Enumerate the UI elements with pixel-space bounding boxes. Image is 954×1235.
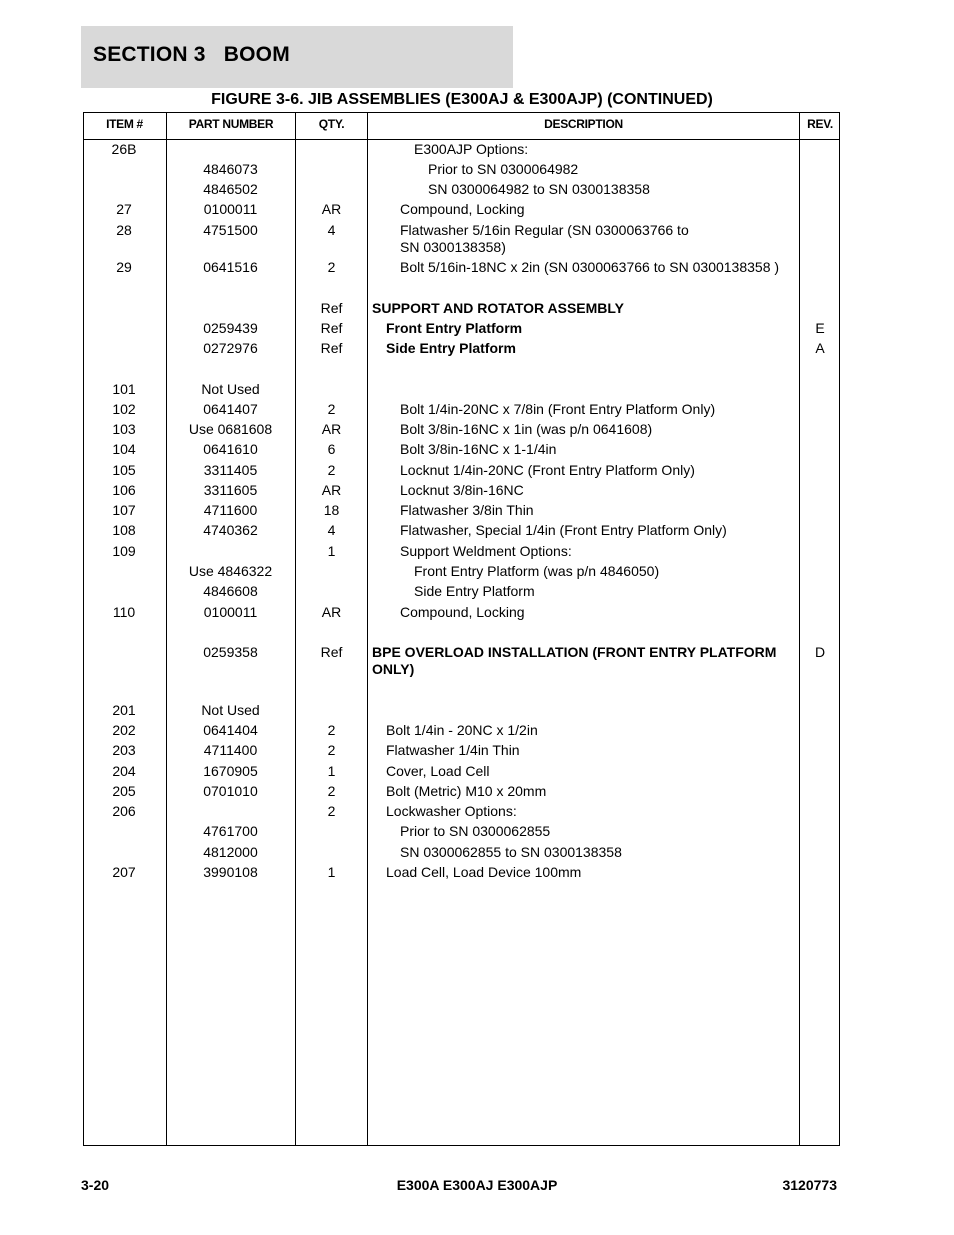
description: Prior to SN 0300064982	[428, 161, 579, 177]
quantity: 2	[327, 803, 336, 819]
part-number: 4711400	[203, 742, 258, 758]
figure-title: FIGURE 3-6. JIB ASSEMBLIES (E300AJ & E300AJP) (CONTINUED)	[211, 91, 713, 108]
description: Bolt 3/8in-16NC x 1in (was p/n 0641608)	[400, 421, 653, 437]
quantity: 4	[327, 522, 336, 538]
part-number: 4846073	[203, 161, 258, 177]
description: Locknut 1/4in-20NC (Front Entry Platform Only)	[400, 462, 695, 478]
section-header	[81, 26, 513, 88]
column-header-item: ITEM #	[106, 117, 143, 131]
quantity: 2	[327, 722, 336, 738]
quantity: Ref	[320, 340, 343, 356]
description: Front Entry Platform (was p/n 4846050)	[414, 563, 660, 579]
description: Side Entry Platform	[414, 583, 535, 599]
quantity: 1	[327, 864, 336, 880]
part-number: Use 0681608	[188, 421, 273, 437]
part-number: 4711600	[203, 502, 258, 518]
part-number: 0641404	[203, 722, 258, 738]
quantity: 2	[327, 259, 336, 275]
item-number: 103	[112, 421, 136, 437]
item-number: 26B	[111, 141, 137, 157]
part-number: Not Used	[201, 702, 260, 718]
description: BPE OVERLOAD INSTALLATION (FRONT ENTRY PLATFORM ONLY)	[372, 644, 777, 677]
footer-models: E300A E300AJ E300AJP	[396, 1177, 558, 1193]
description: Side Entry Platform	[386, 340, 516, 356]
item-number: 28	[116, 222, 132, 238]
part-number: 0100011	[203, 604, 258, 620]
quantity: 18	[323, 502, 340, 518]
quantity: 2	[327, 783, 336, 799]
part-number: 0701010	[203, 783, 258, 799]
description: Support Weldment Options:	[400, 543, 572, 559]
description: Load Cell, Load Device 100mm	[386, 864, 582, 880]
item-number: 202	[112, 722, 136, 738]
quantity: Ref	[320, 300, 343, 316]
quantity: Ref	[320, 320, 343, 336]
item-number: 102	[112, 401, 136, 417]
description: Bolt 1/4in-20NC x 7/8in (Front Entry Platform Only)	[400, 401, 716, 417]
part-number: 0100011	[203, 201, 258, 217]
part-number: 0259439	[203, 320, 258, 336]
description: Lockwasher Options:	[386, 803, 517, 819]
revision: E	[815, 320, 825, 336]
item-number: 207	[112, 864, 136, 880]
item-number: 108	[112, 522, 136, 538]
column-header-part-number: PART NUMBER	[188, 117, 274, 131]
column-header-rev: REV.	[807, 117, 833, 131]
revision: A	[815, 340, 825, 356]
item-number: 203	[112, 742, 136, 758]
quantity: AR	[321, 421, 342, 437]
part-number: 4846608	[203, 583, 258, 599]
description: Front Entry Platform	[386, 320, 523, 336]
part-number: 3990108	[203, 864, 258, 880]
description: Bolt 3/8in-16NC x 1-1/4in	[400, 441, 557, 457]
part-number: 0641610	[203, 441, 258, 457]
description: E300AJP Options:	[414, 141, 529, 157]
item-number: 105	[112, 462, 136, 478]
description: Bolt (Metric) M10 x 20mm	[386, 783, 547, 799]
quantity: AR	[321, 482, 342, 498]
item-number: 104	[112, 441, 136, 457]
quantity: 2	[327, 401, 336, 417]
part-number: Use 4846322	[188, 563, 273, 579]
quantity: AR	[321, 604, 342, 620]
description: Compound, Locking	[400, 604, 525, 620]
item-number: 206	[112, 803, 136, 819]
quantity: Ref	[320, 644, 343, 660]
quantity: 1	[327, 543, 336, 559]
doc-number: 3120773	[782, 1177, 837, 1193]
item-number: 101	[112, 381, 136, 397]
item-number: 107	[112, 502, 136, 518]
description: Locknut 3/8in-16NC	[400, 482, 524, 498]
description: Flatwasher 5/16in Regular (SN 0300063766 to SN 0300138358)	[400, 222, 689, 255]
item-number: 106	[112, 482, 136, 498]
item-number: 201	[112, 702, 136, 718]
description: Cover, Load Cell	[386, 763, 490, 779]
quantity: 2	[327, 462, 336, 478]
part-number: 0272976	[203, 340, 258, 356]
column-header-qty: QTY.	[318, 117, 345, 131]
quantity: 1	[327, 763, 336, 779]
column-divider	[799, 112, 800, 1146]
part-number: 3311605	[203, 482, 258, 498]
quantity: 6	[327, 441, 336, 457]
part-number: 3311405	[203, 462, 258, 478]
part-number: 4751500	[203, 222, 258, 238]
part-number: 4761700	[203, 823, 258, 839]
section-title: SECTION 3 BOOM	[93, 43, 290, 66]
revision: D	[814, 644, 826, 660]
quantity: 4	[327, 222, 336, 238]
column-header-description: DESCRIPTION	[544, 117, 623, 131]
part-number: 4812000	[203, 844, 258, 860]
description: Prior to SN 0300062855	[400, 823, 551, 839]
description: SN 0300064982 to SN 0300138358	[428, 181, 650, 197]
item-number: 109	[112, 543, 136, 559]
part-number: 4846502	[203, 181, 258, 197]
item-number: 204	[112, 763, 136, 779]
description: Bolt 5/16in-18NC x 2in (SN 0300063766 to SN 0300138358 )	[400, 259, 780, 275]
description: Flatwasher 1/4in Thin	[386, 742, 520, 758]
item-number: 29	[116, 259, 132, 275]
part-number: 4740362	[203, 522, 258, 538]
description: Bolt 1/4in - 20NC x 1/2in	[386, 722, 538, 738]
page-number: 3-20	[81, 1177, 110, 1193]
description: Compound, Locking	[400, 201, 525, 217]
item-number: 110	[112, 604, 136, 620]
quantity: AR	[321, 201, 342, 217]
item-number: 27	[116, 201, 132, 217]
header-divider	[83, 139, 840, 140]
part-number: 0259358	[203, 644, 258, 660]
description: Flatwasher, Special 1/4in (Front Entry Platform Only)	[400, 522, 727, 538]
item-number: 205	[112, 783, 136, 799]
part-number: Not Used	[201, 381, 260, 397]
part-number: 1670905	[203, 763, 258, 779]
quantity: 2	[327, 742, 336, 758]
description: SN 0300062855 to SN 0300138358	[400, 844, 622, 860]
part-number: 0641407	[203, 401, 258, 417]
description: SUPPORT AND ROTATOR ASSEMBLY	[372, 300, 625, 316]
part-number: 0641516	[203, 259, 258, 275]
description: Flatwasher 3/8in Thin	[400, 502, 534, 518]
column-divider	[367, 112, 368, 1146]
